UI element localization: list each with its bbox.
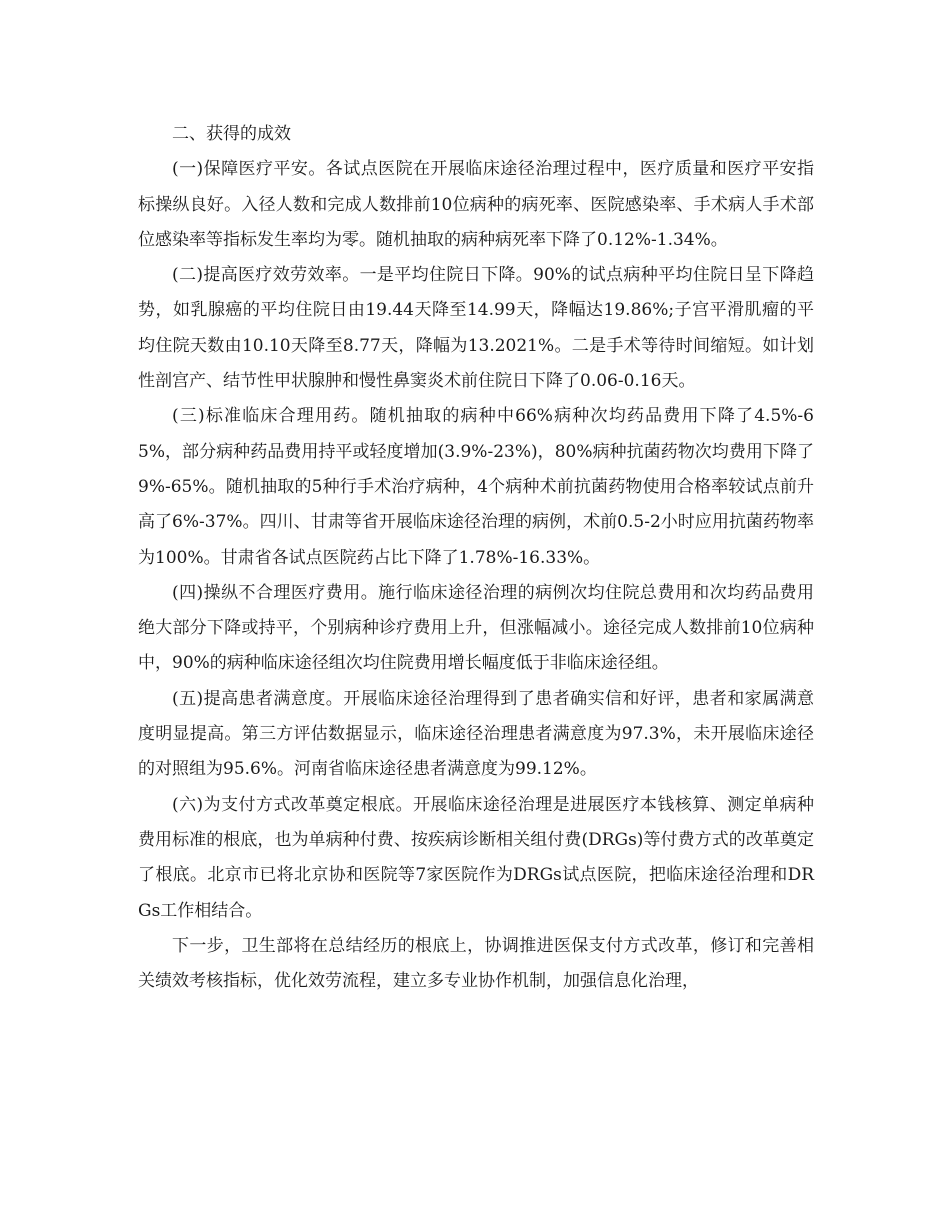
document-body bbox=[138, 117, 814, 999]
paragraph-3: (三)标准临床合理用药。随机抽取的病种中66%病种次均药品费用下降了4.5%-65%，部分病种药品费用持平或轻度增加(3.9%-23%)，80%病种抗菌药物次均费用下降了9%-65%。随机抽取的5种行手术治疗病种，4个病种术前抗菌药物使用合格率较试点前升高了6%-37%。四川、甘肃等省开展临床途径治理的病例，术前0.5-2小时应用抗菌药物率为100%。甘肃省各试点医院药占比下降了1.78%-16.33%。 bbox=[138, 406, 814, 568]
paragraph-6: (六)为支付方式改革奠定根底。开展临床途径治理是进展医疗本钱核算、测定单病种费用标准的根底，也为单病种付费、按疾病诊断相关组付费(DRGs)等付费方式的改革奠定了根底。北京市已将北京协和医院等7家医院作为DRGs试点医院，把临床途径治理和DRGs工作相结合。 bbox=[138, 794, 814, 921]
paragraph-7: 下一步，卫生部将在总结经历的根底上，协调推进医保支付方式改革，修订和完善相关绩效考核指标，优化效劳流程，建立多专业协作机制，加强信息化治理， bbox=[138, 935, 814, 992]
section-heading: 二、获得的成效 bbox=[172, 124, 291, 144]
paragraph-5: (五)提高患者满意度。开展临床途径治理得到了患者确实信和好评，患者和家属满意度明显提高。第三方评估数据显示，临床途径治理患者满意度为97.3%，未开展临床途径的对照组为95.6%。河南省临床途径患者满意度为99.12%。 bbox=[138, 688, 814, 780]
paragraph-2: (二)提高医疗效劳效率。一是平均住院日下降。90%的试点病种平均住院日呈下降趋势，如乳腺癌的平均住院日由19.44天降至14.99天，降幅达19.86%;子宫平滑肌瘤的平均住院天数由10.10天降至8.77天，降幅为13.2021%。二是手术等待时间缩短。如计划性剖宫产、结节性甲状腺肿和慢性鼻窦炎术前住院日下降了0.06-0.16天。 bbox=[138, 265, 814, 392]
paragraph-1: (一)保障医疗平安。各试点医院在开展临床途径治理过程中，医疗质量和医疗平安指标操纵良好。入径人数和完成人数排前10位病种的病死率、医院感染率、手术病人手术部位感染率等指标发生率均为零。随机抽取的病种病死率下降了0.12%-1.34%。 bbox=[138, 159, 814, 250]
paragraph-4: (四)操纵不合理医疗费用。施行临床途径治理的病例次均住院总费用和次均药品费用绝大部分下降或持平，个别病种诊疗费用上升，但涨幅减小。途径完成人数排前10位病种中，90%的病种临床途径组次均住院费用增长幅度低于非临床途径组。 bbox=[138, 582, 814, 674]
